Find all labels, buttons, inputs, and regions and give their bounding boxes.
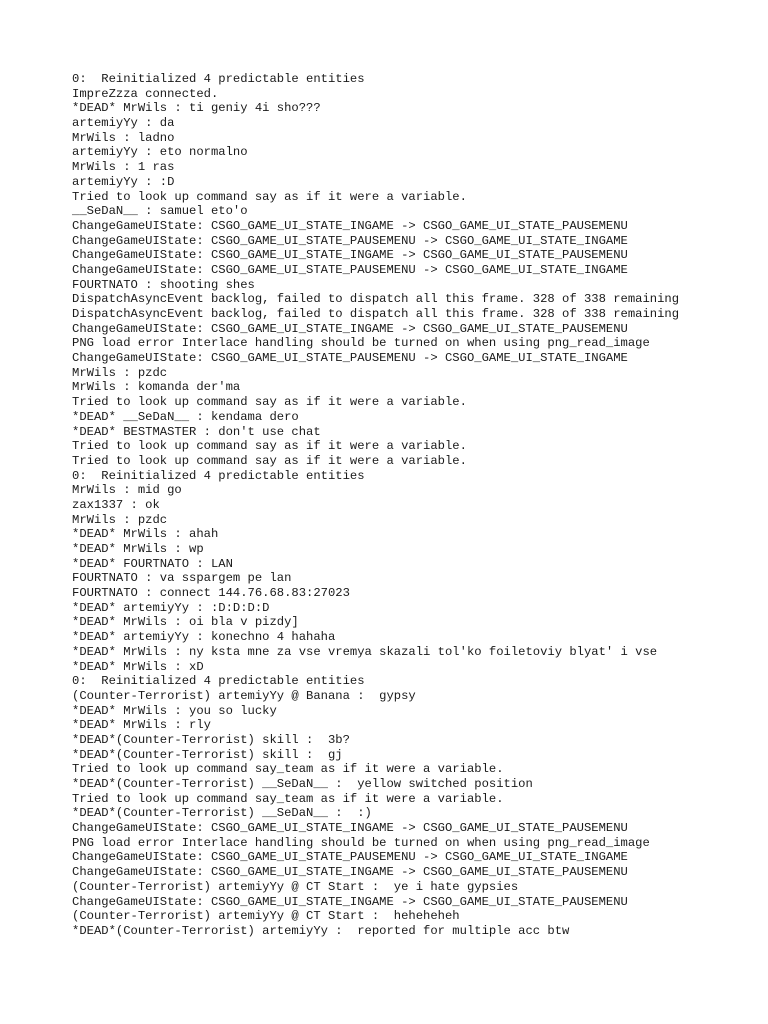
console-line: MrWils : pzdc [72, 512, 168, 527]
console-line: ChangeGameUIState: CSGO_GAME_UI_STATE_PAUSEMENU -> CSGO_GAME_UI_STATE_INGAME [72, 850, 628, 865]
console-line: ChangeGameUIState: CSGO_GAME_UI_STATE_INGAME -> CSGO_GAME_UI_STATE_PAUSEMENU [72, 218, 628, 233]
console-line: Tried to look up command say_team as if it were a variable. [72, 791, 504, 806]
console-line: *DEAD* artemiyYy : :D:D:D:D [72, 600, 270, 615]
console-line: DispatchAsyncEvent backlog, failed to dispatch all this frame. 328 of 338 remaining [72, 292, 680, 307]
console-line: DispatchAsyncEvent backlog, failed to dispatch all this frame. 328 of 338 remaining [72, 307, 680, 321]
console-line: zax1337 : ok [72, 497, 160, 512]
console-line: artemiyYy : eto normalno [72, 145, 248, 160]
console-line: *DEAD* __SeDaN__ : kendama dero [72, 409, 299, 424]
console-line: FOURTNATO : va sspargem pe lan [72, 571, 292, 586]
console-line: ChangeGameUIState: CSGO_GAME_UI_STATE_PAUSEMENU -> CSGO_GAME_UI_STATE_INGAME [72, 351, 628, 366]
console-line: *DEAD*(Counter-Terrorist) artemiyYy : reported for multiple acc btw [72, 923, 570, 938]
console-log [72, 72, 712, 939]
console-line: FOURTNATO : connect 144.76.68.83:27023 [72, 586, 350, 601]
console-line: ChangeGameUIState: CSGO_GAME_UI_STATE_PAUSEMENU -> CSGO_GAME_UI_STATE_INGAME [72, 262, 628, 277]
console-line: ChangeGameUIState: CSGO_GAME_UI_STATE_PAUSEMENU -> CSGO_GAME_UI_STATE_INGAME [72, 233, 628, 248]
console-line: Tried to look up command say as if it were a variable. [72, 189, 467, 204]
console-line: PNG load error Interlace handling should be turned on when using png_read_image [72, 336, 650, 351]
console-line: FOURTNATO : shooting shes [72, 277, 255, 292]
console-line: ImpreZzza connected. [72, 86, 219, 101]
console-line: *DEAD*(Counter-Terrorist) __SeDaN__ : yellow switched position [72, 777, 533, 791]
console-line: *DEAD* MrWils : ahah [72, 527, 219, 542]
console-line: *DEAD* FOURTNATO : LAN [72, 556, 233, 571]
console-line: *DEAD*(Counter-Terrorist) skill : 3b? [72, 732, 350, 747]
console-line: 0: Reinitialized 4 predictable entities [72, 674, 365, 689]
console-line: *DEAD* artemiyYy : konechno 4 hahaha [72, 630, 336, 645]
console-line: Tried to look up command say as if it were a variable. [72, 395, 467, 410]
console-line: *DEAD*(Counter-Terrorist) __SeDaN__ : :) [72, 806, 372, 821]
console-line: Tried to look up command say_team as if it were a variable. [72, 762, 504, 777]
console-line: (Counter-Terrorist) artemiyYy @ Banana : gypsy [72, 688, 416, 703]
console-line: *DEAD* MrWils : wp [72, 542, 204, 556]
console-line: MrWils : komanda der'ma [72, 380, 241, 395]
console-line: *DEAD* MrWils : ny ksta mne za vse vremya skazali tol'ko foiletoviy blyat' i vse [72, 644, 658, 659]
console-line: ChangeGameUIState: CSGO_GAME_UI_STATE_INGAME -> CSGO_GAME_UI_STATE_PAUSEMENU [72, 821, 628, 836]
console-line: Tried to look up command say as if it were a variable. [72, 453, 467, 468]
console-line: ChangeGameUIState: CSGO_GAME_UI_STATE_INGAME -> CSGO_GAME_UI_STATE_PAUSEMENU [72, 894, 628, 909]
console-line: *DEAD* MrWils : xD [72, 659, 204, 674]
console-line: *DEAD* MrWils : ti geniy 4i sho??? [72, 101, 321, 116]
console-line: ChangeGameUIState: CSGO_GAME_UI_STATE_INGAME -> CSGO_GAME_UI_STATE_PAUSEMENU [72, 248, 628, 263]
console-line: MrWils : pzdc [72, 365, 168, 380]
console-line: (Counter-Terrorist) artemiyYy @ CT Start : heheheheh [72, 909, 460, 924]
console-line: ChangeGameUIState: CSGO_GAME_UI_STATE_INGAME -> CSGO_GAME_UI_STATE_PAUSEMENU [72, 321, 628, 336]
console-line: 0: Reinitialized 4 predictable entities [72, 72, 365, 86]
console-line: artemiyYy : :D [72, 174, 175, 189]
console-line: MrWils : ladno [72, 130, 175, 145]
console-line: *DEAD* BESTMASTER : don't use chat [72, 424, 321, 439]
console-line: (Counter-Terrorist) artemiyYy @ CT Start : ye i hate gypsies [72, 879, 519, 894]
console-line: artemiyYy : da [72, 116, 175, 131]
console-line: __SeDaN__ : samuel eto'o [72, 204, 248, 219]
console-line: *DEAD*(Counter-Terrorist) skill : gj [72, 747, 343, 762]
console-line: ChangeGameUIState: CSGO_GAME_UI_STATE_INGAME -> CSGO_GAME_UI_STATE_PAUSEMENU [72, 865, 628, 880]
console-line: 0: Reinitialized 4 predictable entities [72, 468, 365, 483]
console-line: *DEAD* MrWils : you so lucky [72, 703, 277, 718]
console-line: MrWils : 1 ras [72, 160, 175, 175]
console-line: PNG load error Interlace handling should be turned on when using png_read_image [72, 835, 650, 850]
console-line: *DEAD* MrWils : oi bla v pizdy] [72, 615, 299, 630]
console-line: MrWils : mid go [72, 483, 182, 498]
console-line: *DEAD* MrWils : rly [72, 718, 211, 733]
console-line: Tried to look up command say as if it were a variable. [72, 439, 467, 454]
